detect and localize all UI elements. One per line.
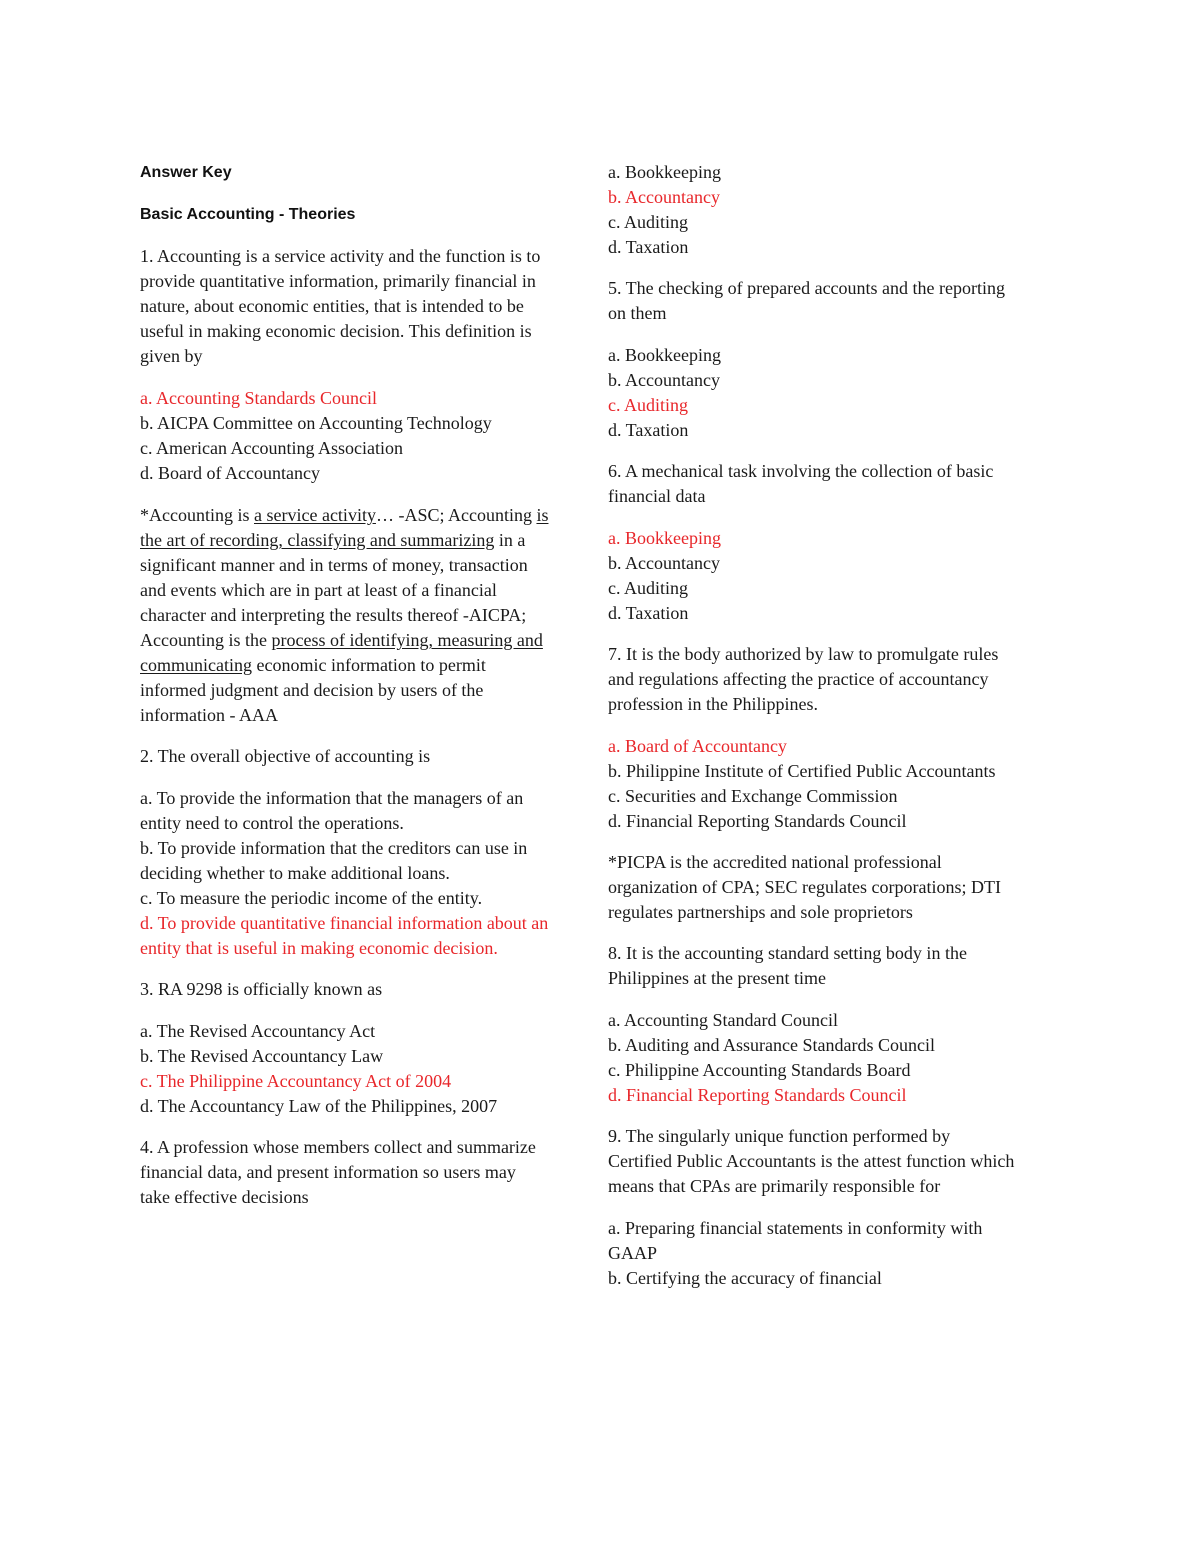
section-subtitle: Basic Accounting - Theories [140, 206, 356, 223]
q5-option-d: d. Taxation [608, 420, 689, 440]
q7-option-d: d. Financial Reporting Standards Council [608, 811, 907, 831]
question-3: 3. RA 9298 is officially known as [140, 979, 383, 999]
q3-option-c-answer: c. The Philippine Accountancy Act of 2004 [140, 1071, 452, 1091]
q2-option-d-answer: d. To provide quantitative financial information about an entity that is useful in making economic decision. [140, 913, 549, 958]
question-6: 6. A mechanical task involving the collection of basic financial data [608, 461, 994, 506]
q9-option-b: b. Certifying the accuracy of financial [608, 1268, 882, 1288]
q4-option-c: c. Auditing [608, 212, 688, 232]
q1-option-c: c. American Accounting Association [140, 438, 403, 458]
q2-option-c: c. To measure the periodic income of the entity. [140, 888, 483, 908]
q6-option-a-answer: a. Bookkeeping [608, 528, 721, 548]
q5-option-b: b. Accountancy [608, 370, 720, 390]
question-1: 1. Accounting is a service activity and the function is to provide quantitative information, primarily financial in nature, about economic entities, that is intended to be useful in making economic decision. This definition is given by [140, 246, 541, 366]
note-text: *Accounting is [140, 505, 254, 525]
note-text: economic information to permit informed judgment and decision by users of the information - AAA [140, 655, 486, 725]
q1-option-d: d. Board of Accountancy [140, 463, 320, 483]
question-8: 8. It is the accounting standard setting body in the Philippines at the present time [608, 943, 967, 988]
q8-option-d-answer: d. Financial Reporting Standards Council [608, 1085, 907, 1105]
q8-option-c: c. Philippine Accounting Standards Board [608, 1060, 911, 1080]
left-column [140, 160, 550, 1210]
page-title: Answer Key [140, 164, 232, 181]
note-underline: a service activity [254, 505, 376, 525]
q3-option-b: b. The Revised Accountancy Law [140, 1046, 384, 1066]
q1-explanation-note [140, 503, 550, 728]
question-4: 4. A profession whose members collect and summarize financial data, and present information so users may take effective decisions [140, 1137, 536, 1207]
q4-option-b-answer: b. Accountancy [608, 187, 720, 207]
q4-option-a: a. Bookkeeping [608, 162, 721, 182]
note-text: … -ASC; Accounting [375, 505, 537, 525]
question-2: 2. The overall objective of accounting is [140, 746, 431, 766]
q3-option-a: a. The Revised Accountancy Act [140, 1021, 376, 1041]
note-underline: process of identifying, measuring and communicating [140, 630, 543, 675]
q4-option-d: d. Taxation [608, 237, 689, 257]
right-column [608, 160, 1018, 1291]
q8-option-a: a. Accounting Standard Council [608, 1010, 838, 1030]
q1-option-a-answer: a. Accounting Standards Council [140, 388, 377, 408]
q2-option-b: b. To provide information that the creditors can use in deciding whether to make additional loans. [140, 838, 528, 883]
question-5: 5. The checking of prepared accounts and the reporting on them [608, 278, 1006, 323]
q6-option-c: c. Auditing [608, 578, 688, 598]
q7-explanation-note: *PICPA is the accredited national professional organization of CPA; SEC regulates corporations; DTI regulates partnerships and sole proprietors [608, 852, 1001, 922]
note-underline: is the art of recording, classifying and summarizing [140, 505, 549, 550]
note-text: in a significant manner and in terms of money, transaction and events which are in part at least of a financial character and interpreting the results thereof -AICPA; Accounting is the [140, 530, 528, 650]
q1-option-b: b. AICPA Committee on Accounting Technology [140, 413, 492, 433]
q8-option-b: b. Auditing and Assurance Standards Council [608, 1035, 935, 1055]
q7-option-a-answer: a. Board of Accountancy [608, 736, 787, 756]
q7-option-b: b. Philippine Institute of Certified Public Accountants [608, 761, 996, 781]
question-7: 7. It is the body authorized by law to promulgate rules and regulations affecting the practice of accountancy profession in the Philippines. [608, 644, 999, 714]
question-9: 9. The singularly unique function performed by Certified Public Accountants is the attest function which means that CPAs are primarily responsible for [608, 1126, 1015, 1196]
q2-option-a: a. To provide the information that the managers of an entity need to control the operations. [140, 788, 524, 833]
q3-option-d: d. The Accountancy Law of the Philippines, 2007 [140, 1096, 498, 1116]
q5-option-c-answer: c. Auditing [608, 395, 688, 415]
q6-option-d: d. Taxation [608, 603, 689, 623]
q6-option-b: b. Accountancy [608, 553, 720, 573]
q5-option-a: a. Bookkeeping [608, 345, 721, 365]
q9-option-a: a. Preparing financial statements in conformity with GAAP [608, 1218, 983, 1263]
q7-option-c: c. Securities and Exchange Commission [608, 786, 898, 806]
